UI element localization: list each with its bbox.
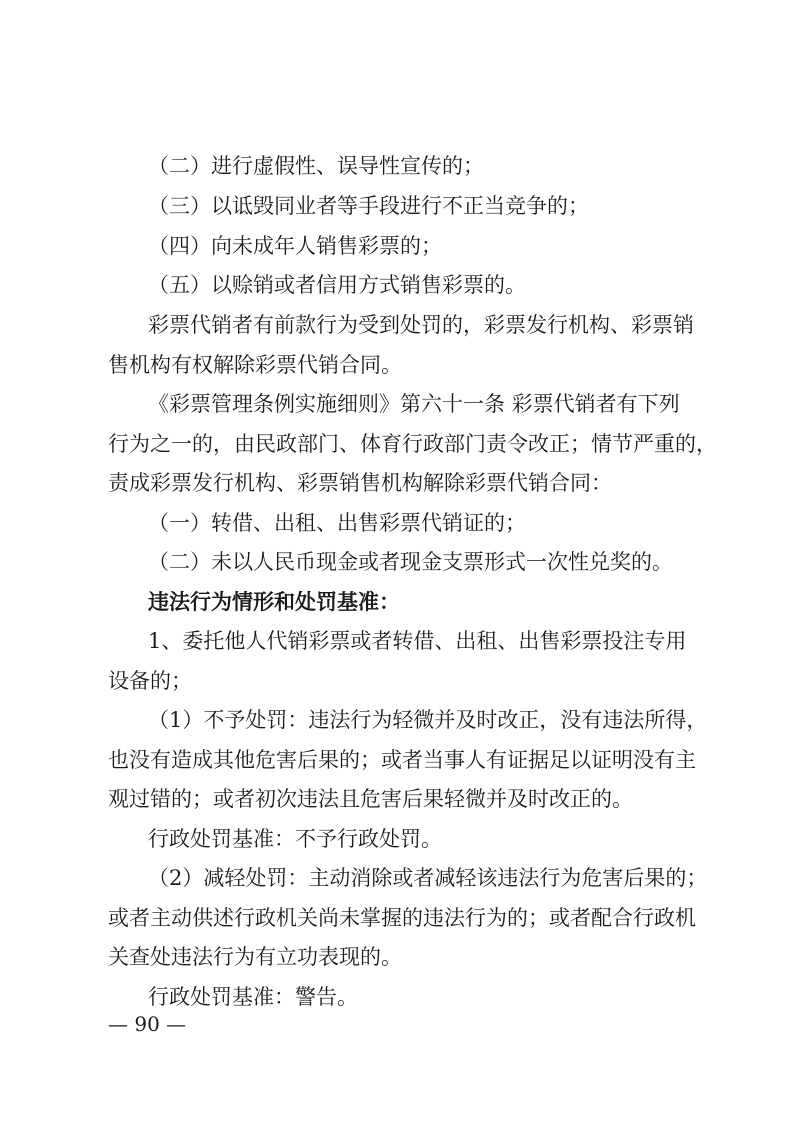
paragraph-line: 行政处罚基准：不予行政处罚。 [148,827,442,851]
list-item: （一）转借、出租、出售彩票代销证的； [148,511,526,535]
list-item: （二）未以人民币现金或者现金支票形式一次性兑奖的。 [148,550,673,574]
paragraph-line: （1）不予处罚：违法行为轻微并及时改正，没有违法所得， [148,708,708,732]
list-item: （二）进行虚假性、误导性宣传的； [148,154,484,178]
paragraph-line: 售机构有权解除彩票代销合同。 [108,353,402,377]
paragraph-line: （2）减轻处罚：主动消除或者减轻该违法行为危害后果的； [148,866,708,890]
paragraph-line: 《彩票管理条例实施细则》第六十一条 彩票代销者有下列 [148,392,680,416]
section-heading: 违法行为情形和处罚基准： [148,589,400,614]
page-number: — 90 — [108,1012,187,1036]
paragraph-line: 行为之一的，由民政部门、体育行政部门责令改正；情节严重的， [108,432,717,456]
list-item: （四）向未成年人销售彩票的； [148,234,442,258]
paragraph-line: 1、委托他人代销彩票或者转借、出租、出售彩票投注专用 [148,629,687,653]
paragraph-line: 彩票代销者有前款行为受到处罚的，彩票发行机构、彩票销 [148,313,694,337]
paragraph-line: 设备的； [108,669,192,693]
paragraph-line: 行政处罚基准：警告。 [148,985,358,1009]
paragraph-line: 观过错的；或者初次违法且危害后果轻微并及时改正的。 [108,787,633,811]
paragraph-line: 关查处违法行为有立功表现的。 [108,945,402,969]
paragraph-line: 也没有造成其他危害后果的；或者当事人有证据足以证明没有主 [108,748,696,772]
paragraph-line: 责成彩票发行机构、彩票销售机构解除彩票代销合同： [108,471,612,495]
list-item: （五）以赊销或者信用方式销售彩票的。 [148,273,526,297]
list-item: （三）以诋毁同业者等手段进行不正当竞争的； [148,194,589,218]
paragraph-line: 或者主动供述行政机关尚未掌握的违法行为的；或者配合行政机 [108,906,696,930]
